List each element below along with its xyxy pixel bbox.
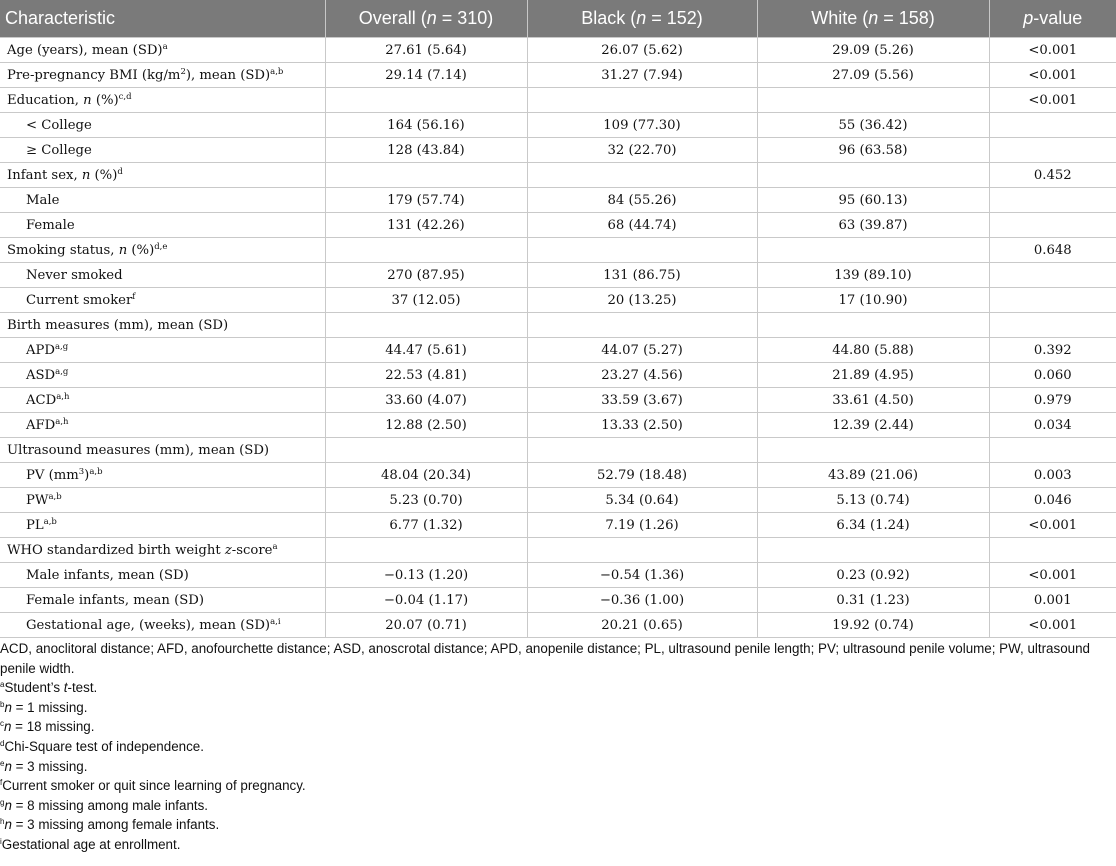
footnotes-list [0, 678, 1116, 854]
row-label [0, 238, 325, 263]
black-value [527, 538, 757, 563]
row-label-text: Education, [7, 92, 84, 108]
footnote-marker: a,b [270, 66, 284, 77]
row-label-text: Never smoked [26, 267, 123, 283]
table-notes [0, 639, 1116, 855]
row-label-text: Current smoker [26, 292, 133, 308]
table-header-row [0, 0, 1116, 38]
white-value: 43.89 (21.06) [757, 463, 989, 488]
table-row [0, 163, 1116, 188]
black-value: −0.54 (1.36) [527, 563, 757, 588]
black-value: 52.79 (18.48) [527, 463, 757, 488]
footnote [0, 835, 1116, 855]
footnote-text: n [4, 758, 12, 774]
white-value [757, 538, 989, 563]
footnote-text: Gestational age at enrollment. [1, 836, 181, 852]
header-white: White (n = 158) [757, 0, 989, 38]
table-row [0, 338, 1116, 363]
row-label [0, 263, 325, 288]
row-label-text: PL [26, 517, 44, 533]
footnote-marker: f [0, 778, 3, 788]
row-label [0, 113, 325, 138]
footnote [0, 757, 1116, 777]
p-value: 0.001 [989, 588, 1116, 613]
table-row [0, 363, 1116, 388]
table-row [0, 438, 1116, 463]
table-row [0, 63, 1116, 88]
p-value: 0.648 [989, 238, 1116, 263]
row-label-text: Smoking status, [7, 242, 119, 258]
p-value: 0.003 [989, 463, 1116, 488]
row-label-text: < College [26, 117, 92, 133]
overall-value: 29.14 (7.14) [325, 63, 527, 88]
footnote-marker: a,g [54, 341, 69, 352]
row-label [0, 538, 325, 563]
p-value [989, 288, 1116, 313]
footnote-text: Student’s [4, 680, 64, 696]
row-label-italic: n [81, 167, 91, 183]
row-label [0, 613, 325, 638]
row-label-text: AFD [26, 417, 56, 433]
white-value: 27.09 (5.56) [757, 63, 989, 88]
black-value: 7.19 (1.26) [527, 513, 757, 538]
overall-value: 270 (87.95) [325, 263, 527, 288]
white-value: 0.23 (0.92) [757, 563, 989, 588]
black-value [527, 88, 757, 113]
row-label [0, 38, 325, 63]
row-label-superscript: 3 [78, 466, 85, 477]
table-row [0, 463, 1116, 488]
white-value: 12.39 (2.44) [757, 413, 989, 438]
row-label-italic: n [83, 92, 92, 108]
row-label [0, 213, 325, 238]
footnote-text: = 3 missing. [11, 758, 88, 774]
row-label-text: Gestational age, (weeks), mean (SD) [26, 617, 271, 633]
row-label-text: APD [26, 342, 55, 358]
row-label [0, 488, 325, 513]
white-value: 0.31 (1.23) [757, 588, 989, 613]
black-value: 20 (13.25) [527, 288, 757, 313]
black-value: 84 (55.26) [527, 188, 757, 213]
footnote [0, 776, 1116, 796]
row-label-text: Age (years), mean (SD) [7, 42, 163, 58]
p-value: <0.001 [989, 613, 1116, 638]
p-value: <0.001 [989, 63, 1116, 88]
overall-value: 179 (57.74) [325, 188, 527, 213]
white-value [757, 313, 989, 338]
black-value: 44.07 (5.27) [527, 338, 757, 363]
header-black: Black (n = 152) [527, 0, 757, 38]
row-label [0, 163, 325, 188]
table-row [0, 38, 1116, 63]
row-label-text: ≥ College [26, 142, 92, 158]
table-row [0, 613, 1116, 638]
p-value: 0.979 [989, 388, 1116, 413]
white-value [757, 88, 989, 113]
white-value: 95 (60.13) [757, 188, 989, 213]
header-overall: Overall (n = 310) [325, 0, 527, 38]
footnote-marker: a,b [89, 466, 103, 477]
row-label [0, 438, 325, 463]
overall-value: 44.47 (5.61) [325, 338, 527, 363]
row-label-text: Infant sex, [7, 167, 82, 183]
row-label-text: PW [26, 492, 49, 508]
footnote-marker: e [0, 758, 5, 768]
row-label-text: PV (mm [26, 467, 79, 483]
p-value: 0.046 [989, 488, 1116, 513]
table-row [0, 538, 1116, 563]
p-value: 0.452 [989, 163, 1116, 188]
footnote-marker: d [0, 738, 5, 748]
white-value: 44.80 (5.88) [757, 338, 989, 363]
footnote-marker: a,h [56, 391, 70, 402]
footnote-text: = 1 missing. [11, 699, 88, 715]
black-value: 5.34 (0.64) [527, 488, 757, 513]
footnote-text: -test. [67, 680, 98, 696]
black-value: 109 (77.30) [527, 113, 757, 138]
p-value [989, 188, 1116, 213]
table-row [0, 188, 1116, 213]
white-value [757, 438, 989, 463]
black-value: 23.27 (4.56) [527, 363, 757, 388]
footnote-marker: f [132, 291, 136, 302]
row-label-text: ACD [26, 392, 57, 408]
footnote [0, 815, 1116, 835]
row-label-text: Female infants, mean (SD) [26, 592, 204, 608]
table-row [0, 88, 1116, 113]
row-label-text: Male infants, mean (SD) [26, 567, 189, 583]
footnote-marker: g [0, 797, 5, 807]
black-value: 13.33 (2.50) [527, 413, 757, 438]
overall-value: 37 (12.05) [325, 288, 527, 313]
p-value [989, 438, 1116, 463]
footnote-marker: a,h [55, 416, 69, 427]
white-value [757, 163, 989, 188]
row-label-text: WHO standardized birth weight [7, 542, 225, 558]
row-label [0, 363, 325, 388]
header-characteristic: Characteristic [0, 0, 325, 38]
white-value: 21.89 (4.95) [757, 363, 989, 388]
p-value [989, 138, 1116, 163]
table-row [0, 563, 1116, 588]
overall-value: 6.77 (1.32) [325, 513, 527, 538]
footnote-marker: a,b [43, 516, 57, 527]
p-value: <0.001 [989, 38, 1116, 63]
row-label-text: Female [26, 217, 75, 233]
footnote-text: Chi-Square test of independence. [4, 738, 204, 754]
footnote-marker: a [0, 680, 5, 690]
row-label-text-after: (%) [127, 242, 155, 258]
white-value: 63 (39.87) [757, 213, 989, 238]
white-value: 5.13 (0.74) [757, 488, 989, 513]
table-row [0, 388, 1116, 413]
row-label [0, 463, 325, 488]
black-value: 20.21 (0.65) [527, 613, 757, 638]
row-label-text-after: (%) [91, 92, 119, 108]
header-p-value: p-value [989, 0, 1116, 38]
footnote [0, 698, 1116, 718]
white-value: 96 (63.58) [757, 138, 989, 163]
overall-value: 27.61 (5.64) [325, 38, 527, 63]
white-value: 33.61 (4.50) [757, 388, 989, 413]
white-value [757, 238, 989, 263]
p-value [989, 113, 1116, 138]
footnote-marker: a [162, 41, 168, 52]
footnote-marker: a [272, 541, 278, 552]
table-row [0, 588, 1116, 613]
white-value: 19.92 (0.74) [757, 613, 989, 638]
p-value [989, 263, 1116, 288]
footnote [0, 737, 1116, 757]
footnote-marker: a,b [48, 491, 62, 502]
overall-value [325, 88, 527, 113]
footnote-marker: c,d [118, 91, 132, 102]
row-label [0, 288, 325, 313]
overall-value: 12.88 (2.50) [325, 413, 527, 438]
row-label [0, 563, 325, 588]
row-label-text: ASD [26, 367, 56, 383]
overall-value [325, 438, 527, 463]
row-label-text-after: ), mean (SD) [185, 67, 271, 83]
table-row [0, 263, 1116, 288]
black-value: 131 (86.75) [527, 263, 757, 288]
overall-value [325, 238, 527, 263]
footnote-marker: d [117, 166, 123, 177]
white-value: 17 (10.90) [757, 288, 989, 313]
overall-value: 128 (43.84) [325, 138, 527, 163]
p-value [989, 313, 1116, 338]
white-value: 6.34 (1.24) [757, 513, 989, 538]
row-label [0, 513, 325, 538]
black-value: 26.07 (5.62) [527, 38, 757, 63]
table-row [0, 138, 1116, 163]
row-label [0, 388, 325, 413]
p-value [989, 538, 1116, 563]
overall-value [325, 163, 527, 188]
footnote-marker: h [0, 817, 5, 827]
footnote-marker: a,i [270, 616, 281, 627]
table-row [0, 213, 1116, 238]
footnote-marker: c [0, 719, 4, 729]
footnote-marker: i [0, 836, 2, 846]
footnote-text: = 3 missing among female infants. [11, 817, 220, 833]
row-label [0, 313, 325, 338]
row-label-italic: z [224, 542, 232, 558]
row-label [0, 88, 325, 113]
row-label-text: Male [26, 192, 60, 208]
table-row [0, 488, 1116, 513]
row-label-text: Pre-pregnancy BMI (kg/m [7, 67, 181, 83]
table-row [0, 413, 1116, 438]
row-label-text-after: ) [84, 467, 90, 483]
overall-value: 33.60 (4.07) [325, 388, 527, 413]
overall-value [325, 538, 527, 563]
footnote-text: n [4, 817, 12, 833]
footnote-text: Current smoker or quit since learning of pregnancy. [2, 778, 306, 794]
overall-value: 5.23 (0.70) [325, 488, 527, 513]
overall-value: 131 (42.26) [325, 213, 527, 238]
black-value: 32 (22.70) [527, 138, 757, 163]
table-row [0, 513, 1116, 538]
row-label-text: Birth measures (mm), mean (SD) [7, 317, 229, 333]
p-value: 0.392 [989, 338, 1116, 363]
black-value [527, 238, 757, 263]
overall-value [325, 313, 527, 338]
overall-value: 164 (56.16) [325, 113, 527, 138]
row-label-italic: n [118, 242, 128, 258]
white-value: 55 (36.42) [757, 113, 989, 138]
white-value: 139 (89.10) [757, 263, 989, 288]
row-label [0, 338, 325, 363]
table-row [0, 313, 1116, 338]
abbreviations-note: ACD, anoclitoral distance; AFD, anofourchette distance; ASD, anoscrotal distance; APD, anopenile distance; PL, ultrasound penile length; PV; ultrasound penile volume; PW, ultrasound penile width. [0, 641, 1090, 676]
p-value: <0.001 [989, 563, 1116, 588]
overall-value: −0.04 (1.17) [325, 588, 527, 613]
overall-value: 48.04 (20.34) [325, 463, 527, 488]
table-row [0, 288, 1116, 313]
row-label [0, 138, 325, 163]
footnote [0, 678, 1116, 698]
footnote [0, 796, 1116, 816]
black-value [527, 438, 757, 463]
row-label-superscript: 2 [180, 66, 186, 77]
footnote [0, 717, 1116, 737]
footnote-text: = 8 missing among male infants. [11, 797, 209, 813]
footnote-text: n [4, 797, 12, 813]
overall-value: −0.13 (1.20) [325, 563, 527, 588]
row-label [0, 588, 325, 613]
p-value [989, 213, 1116, 238]
black-value [527, 163, 757, 188]
footnote-text: t [63, 680, 68, 696]
black-value: −0.36 (1.00) [527, 588, 757, 613]
p-value: <0.001 [989, 88, 1116, 113]
row-label [0, 413, 325, 438]
overall-value: 22.53 (4.81) [325, 363, 527, 388]
p-value: <0.001 [989, 513, 1116, 538]
row-label-text-after: -score [231, 542, 273, 558]
footnote-marker: d,e [154, 241, 168, 252]
footnote-text: = 18 missing. [11, 719, 95, 735]
white-value: 29.09 (5.26) [757, 38, 989, 63]
overall-value: 20.07 (0.71) [325, 613, 527, 638]
footnote-marker: a,g [55, 366, 69, 377]
footnote-text: n [4, 699, 12, 715]
row-label-text: Ultrasound measures (mm), mean (SD) [7, 442, 270, 458]
row-label [0, 188, 325, 213]
black-value: 68 (44.74) [527, 213, 757, 238]
row-label-text-after: (%) [90, 167, 118, 183]
footnote-text: n [4, 719, 12, 735]
row-label [0, 63, 325, 88]
footnote-marker: b [0, 699, 5, 709]
black-value: 33.59 (3.67) [527, 388, 757, 413]
table-row [0, 113, 1116, 138]
p-value: 0.034 [989, 413, 1116, 438]
table-row [0, 238, 1116, 263]
p-value: 0.060 [989, 363, 1116, 388]
black-value: 31.27 (7.94) [527, 63, 757, 88]
black-value [527, 313, 757, 338]
